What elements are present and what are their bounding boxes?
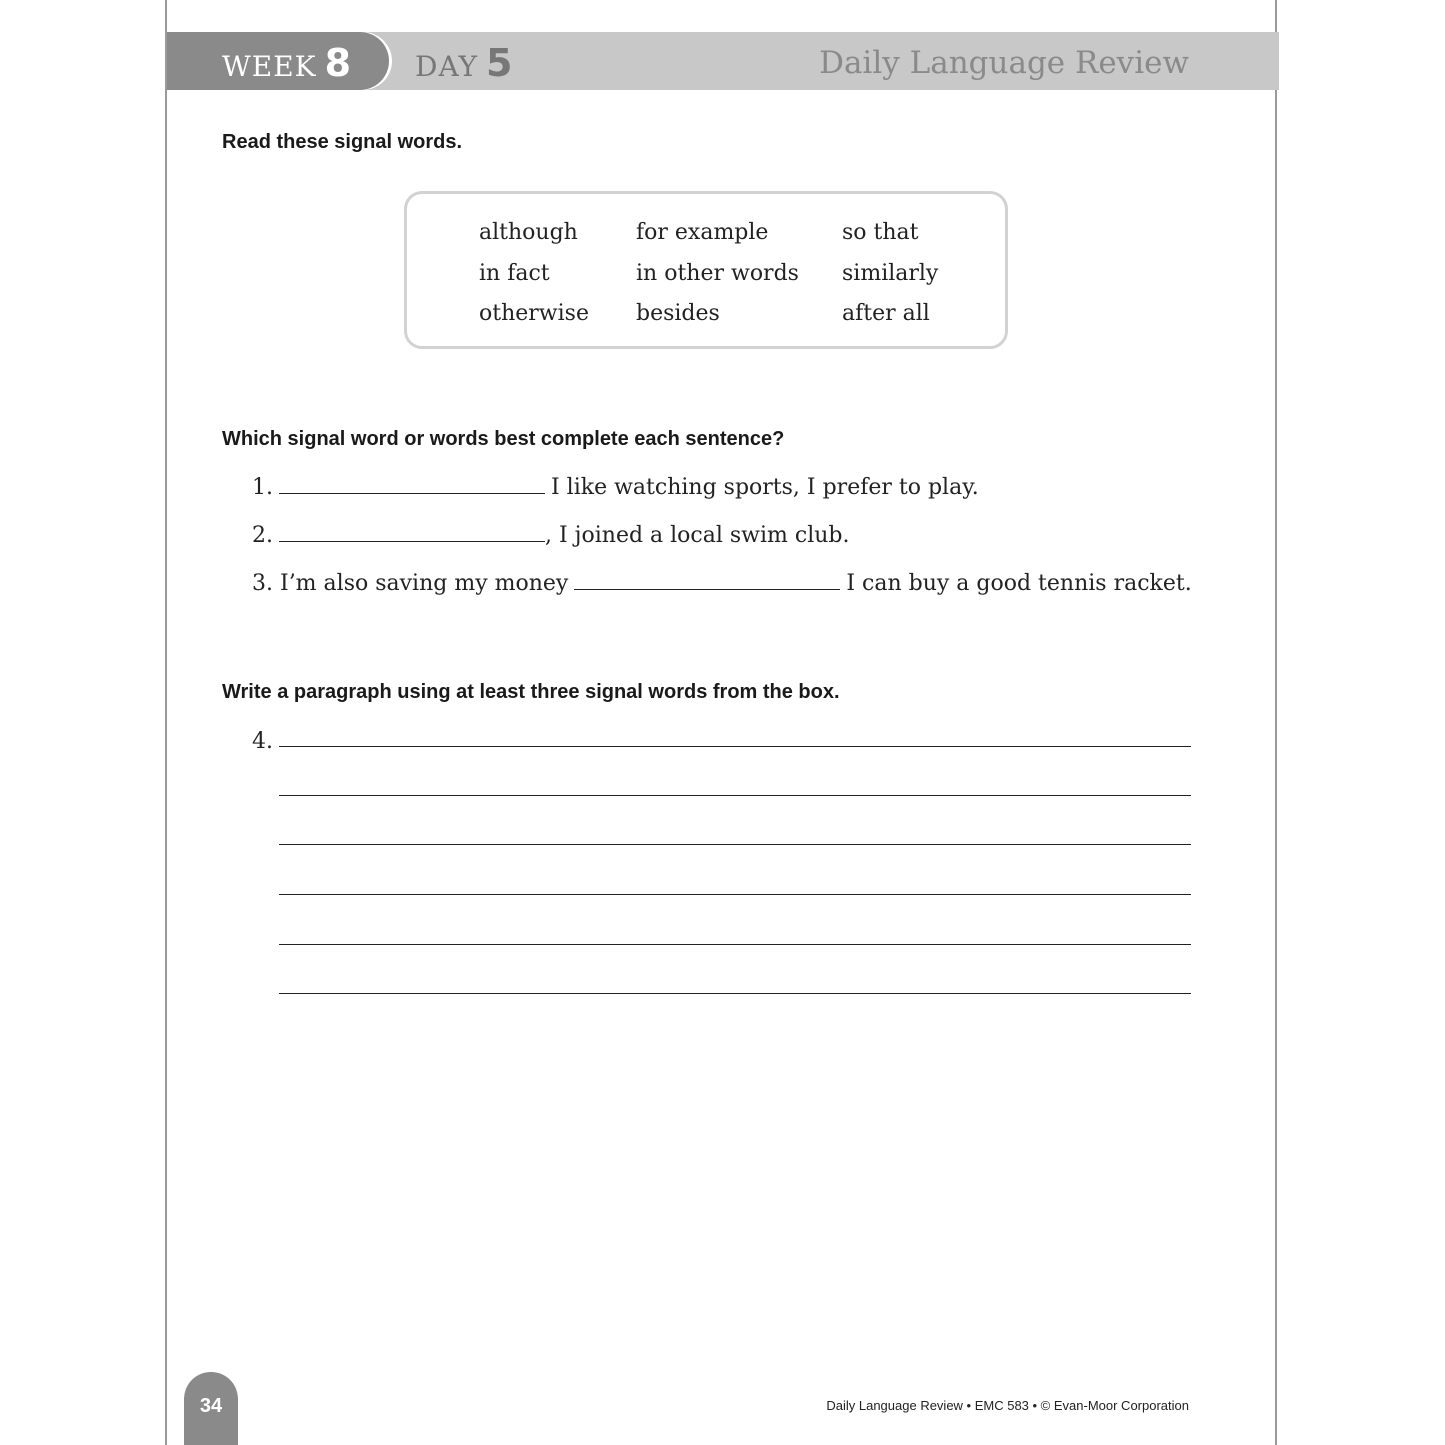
signal-word: so that <box>842 220 919 245</box>
week-number: 8 <box>324 41 353 85</box>
question-text: I like watching sports, I prefer to play. <box>551 475 979 500</box>
header-title: Daily Language Review <box>819 45 1189 81</box>
signal-word: although <box>479 220 578 245</box>
signal-word: in other words <box>636 261 799 286</box>
writing-line[interactable] <box>279 844 1191 845</box>
page-number-tab: 34 <box>184 1372 238 1445</box>
question-text: I can buy a good tennis racket. <box>846 571 1192 596</box>
week-text: WEEK <box>222 50 317 83</box>
question-number: 3. <box>252 571 273 596</box>
signal-word: besides <box>636 301 720 326</box>
signal-word: similarly <box>842 261 939 286</box>
signal-word-box <box>404 191 1008 349</box>
question-2 <box>252 521 850 551</box>
instruction-complete-sentence: Which signal word or words best complete each sentence? <box>222 428 785 450</box>
writing-line[interactable] <box>279 993 1191 994</box>
signal-word: otherwise <box>479 301 589 326</box>
writing-line[interactable] <box>279 944 1191 945</box>
answer-blank-3[interactable] <box>574 588 840 590</box>
question-number: 2. <box>252 523 273 548</box>
answer-blank-1[interactable] <box>279 492 545 494</box>
question-text: , I joined a local swim club. <box>545 523 850 548</box>
question-number: 1. <box>252 475 273 500</box>
signal-word: for example <box>636 220 769 245</box>
writing-line[interactable] <box>279 894 1191 895</box>
footer-credit: Daily Language Review • EMC 583 • © Evan-Moor Corporation <box>826 1398 1189 1413</box>
writing-line[interactable] <box>279 795 1191 796</box>
week-label <box>222 32 352 90</box>
question-number: 4. <box>252 729 273 754</box>
question-1 <box>252 473 979 503</box>
day-label <box>415 32 513 90</box>
signal-word: after all <box>842 301 930 326</box>
instruction-read-signal-words: Read these signal words. <box>222 131 463 153</box>
question-text-before: I’m also saving my money <box>280 571 569 596</box>
worksheet-page <box>165 0 1277 1445</box>
writing-line[interactable] <box>279 746 1191 747</box>
day-number: 5 <box>486 41 514 85</box>
question-3 <box>252 569 1192 599</box>
signal-word: in fact <box>479 261 550 286</box>
answer-blank-2[interactable] <box>279 540 545 542</box>
day-text: DAY <box>415 50 479 83</box>
instruction-write-paragraph: Write a paragraph using at least three signal words from the box. <box>222 681 840 703</box>
